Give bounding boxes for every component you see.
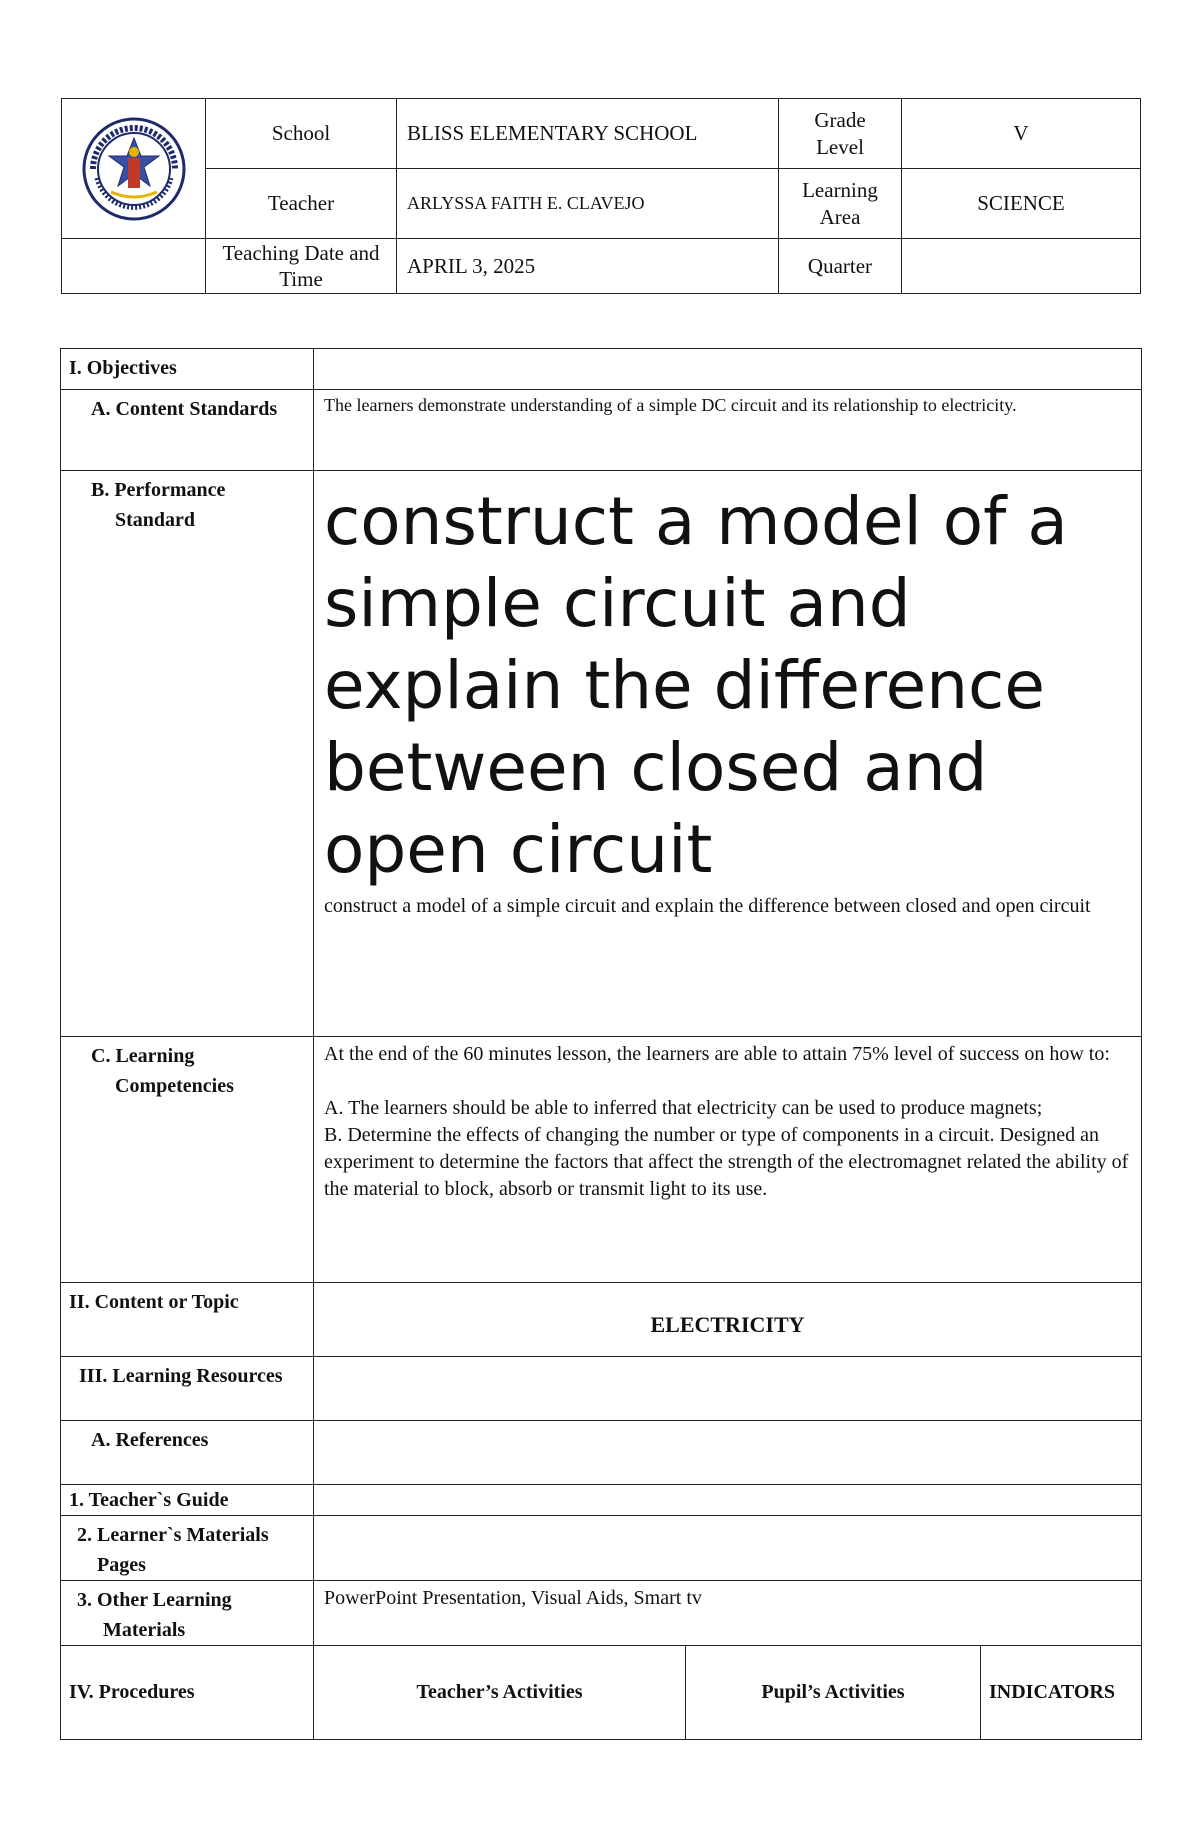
spacer <box>324 1068 1131 1095</box>
teacher-label: Teacher <box>206 169 397 239</box>
empty-cell <box>62 239 206 294</box>
content-topic-value: ELECTRICITY <box>314 1283 1142 1357</box>
learning-resources-value <box>314 1357 1142 1421</box>
other-materials-label <box>61 1581 314 1646</box>
date-value: APRIL 3, 2025 <box>397 239 779 294</box>
indicators-header: INDICATORS <box>981 1646 1142 1740</box>
performance-standard-label-text: B. Performance Standard <box>91 479 226 531</box>
references-label-text: A. References <box>91 1429 209 1451</box>
logo-cell <box>62 99 206 239</box>
teachers-guide-value <box>314 1485 1142 1516</box>
learners-materials-value <box>314 1516 1142 1581</box>
learning-resources-label-text: III. Learning Resources <box>79 1365 283 1387</box>
references-label <box>61 1421 314 1485</box>
area-value: SCIENCE <box>902 169 1141 239</box>
objectives-value <box>314 349 1142 390</box>
content-standards-label-text: A. Content Standards <box>91 398 278 420</box>
learners-materials-label <box>61 1516 314 1581</box>
learners-materials-label-text: 2. Learner`s Materials Pages <box>77 1524 269 1576</box>
performance-standard-label <box>61 471 314 1037</box>
competencies-intro: At the end of the 60 minutes lesson, the learners are able to attain 75% level of success on how to: <box>324 1043 1110 1065</box>
quarter-label: Quarter <box>779 239 902 294</box>
school-label: School <box>206 99 397 169</box>
learning-resources-label <box>61 1357 314 1421</box>
quarter-value <box>902 239 1141 294</box>
area-label <box>779 169 902 239</box>
pupils-activities-header: Pupil’s Activities <box>686 1646 981 1740</box>
competencies-a: A. The learners should be able to inferred that electricity can be used to produce magnets; <box>324 1097 1043 1119</box>
objectives-label: I. Objectives <box>61 349 314 390</box>
performance-standard-cell <box>314 471 1142 1037</box>
teacher-value: ARLYSSA FAITH E. CLAVEJO <box>397 169 779 239</box>
grade-label <box>779 99 902 169</box>
other-materials-label-text: 3. Other Learning Materials <box>77 1589 232 1641</box>
content-topic-label: II. Content or Topic <box>61 1283 314 1357</box>
date-label <box>206 239 397 294</box>
performance-standard-large-text: construct a model of a simple circuit and explain the difference between closed and open circuit <box>324 483 1068 888</box>
grade-label-text: Grade Level <box>814 107 866 159</box>
competencies-b: B. Determine the effects of changing the number or type of components in a circuit. Designed an experiment to determine the factors that affect the strength of the electromagnet related the ability of the material to block, absorb or transmit light to its use. <box>324 1124 1129 1200</box>
content-standards-label <box>61 390 314 471</box>
procedures-label: IV. Procedures <box>61 1646 314 1740</box>
date-label-text: Teaching Date and Time <box>222 241 380 291</box>
grade-value: V <box>902 99 1141 169</box>
area-label-text: Learning Area <box>802 177 878 229</box>
teachers-activities-header: Teacher’s Activities <box>314 1646 686 1740</box>
content-standards-cell <box>314 390 1142 471</box>
content-standards-value: The learners demonstrate understanding of a simple DC circuit and its relationship to electricity. <box>324 395 1017 415</box>
lesson-plan-table <box>60 348 1142 1740</box>
teachers-guide-label: 1. Teacher`s Guide <box>61 1485 314 1516</box>
deped-seal-logo <box>81 116 187 222</box>
competencies-label <box>61 1037 314 1283</box>
header-table <box>61 98 1141 294</box>
school-value: BLISS ELEMENTARY SCHOOL <box>397 99 779 169</box>
competencies-label-text: C. Learning Competencies <box>91 1045 234 1097</box>
references-value <box>314 1421 1142 1485</box>
performance-standard-small-text: construct a model of a simple circuit and explain the difference between closed and open circuit <box>324 895 1091 917</box>
other-materials-value: PowerPoint Presentation, Visual Aids, Smart tv <box>314 1581 1142 1646</box>
competencies-cell <box>314 1037 1142 1283</box>
